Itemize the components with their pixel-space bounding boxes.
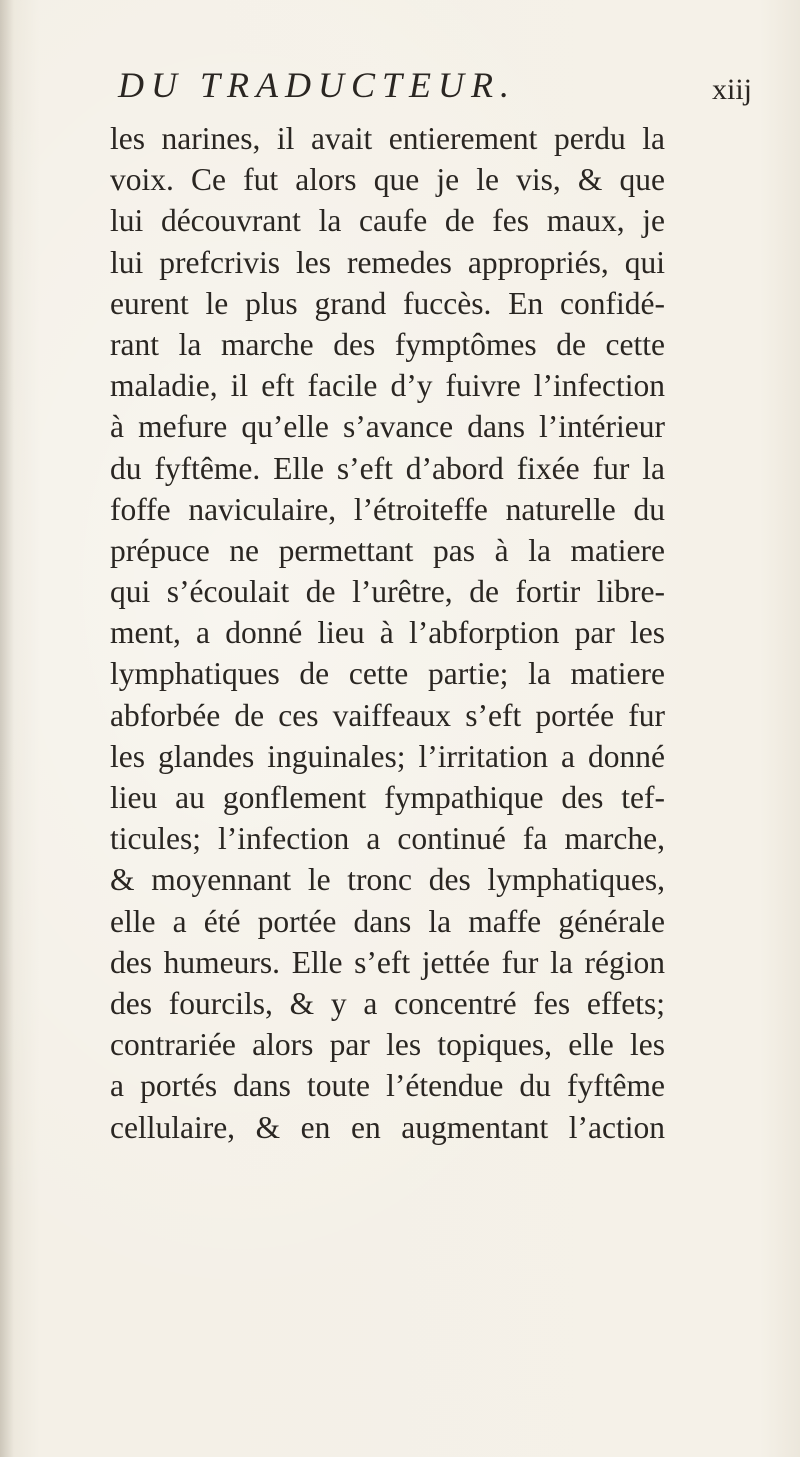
text-line: contrariée alors par les topiques, elle les: [110, 1027, 665, 1063]
text-line: du fyftême. Elle s’eft d’abord fixée fur la: [110, 450, 665, 486]
text-line: cellulaire, & en en augmentant l’action: [110, 1109, 665, 1145]
text-line: des humeurs. Elle s’eft jettée fur la région: [110, 944, 665, 980]
text-line: à mefure qu’elle s’avance dans l’intérieur: [110, 409, 665, 445]
text-line: voix. Ce fut alors que je le vis, & que: [110, 162, 665, 198]
text-line: des fourcils, & y a concentré fes effets;: [110, 985, 665, 1021]
text-line: les glandes inguinales; l’irritation a donné: [110, 738, 665, 774]
text-line: lymphatiques de cette partie; la matiere: [110, 656, 665, 692]
text-line: les narines, il avait entierement perdu la: [110, 121, 665, 156]
binding-shadow: [0, 0, 14, 1457]
text-line: abforbée de ces vaiffeaux s’eft portée fur: [110, 697, 665, 733]
text-line: lui prefcrivis les remedes appropriés, qui: [110, 244, 665, 280]
text-line: ment, a donné lieu à l’abforption par les: [110, 615, 665, 651]
body-text: [110, 118, 665, 1148]
text-line: ticules; l’infection a continué fa marche,: [110, 821, 665, 857]
text-line: lieu au gonflement fympathique des tef-: [110, 780, 665, 815]
page-number: xiij: [712, 73, 753, 106]
text-line: maladie, il eft facile d’y fuivre l’infection: [110, 368, 665, 404]
text-line: foffe naviculaire, l’étroiteffe naturelle du: [110, 491, 665, 527]
text-line: lui découvrant la caufe de fes maux, je: [110, 203, 665, 239]
text-line: eurent le plus grand fuccès. En confidé-: [110, 285, 665, 321]
text-line: rant la marche des fymptômes de cette: [110, 326, 665, 362]
text-line: & moyennant le tronc des lymphatiques,: [110, 862, 665, 898]
running-head-title: DU TRADUCTEUR.: [118, 65, 517, 105]
text-line: prépuce ne permettant pas à la matiere: [110, 532, 665, 568]
text-line: qui s’écoulait de l’urêtre, de fortir libre-: [110, 574, 665, 610]
text-line: elle a été portée dans la maffe générale: [110, 903, 665, 939]
text-line: a portés dans toute l’étendue du fyftême: [110, 1068, 665, 1104]
